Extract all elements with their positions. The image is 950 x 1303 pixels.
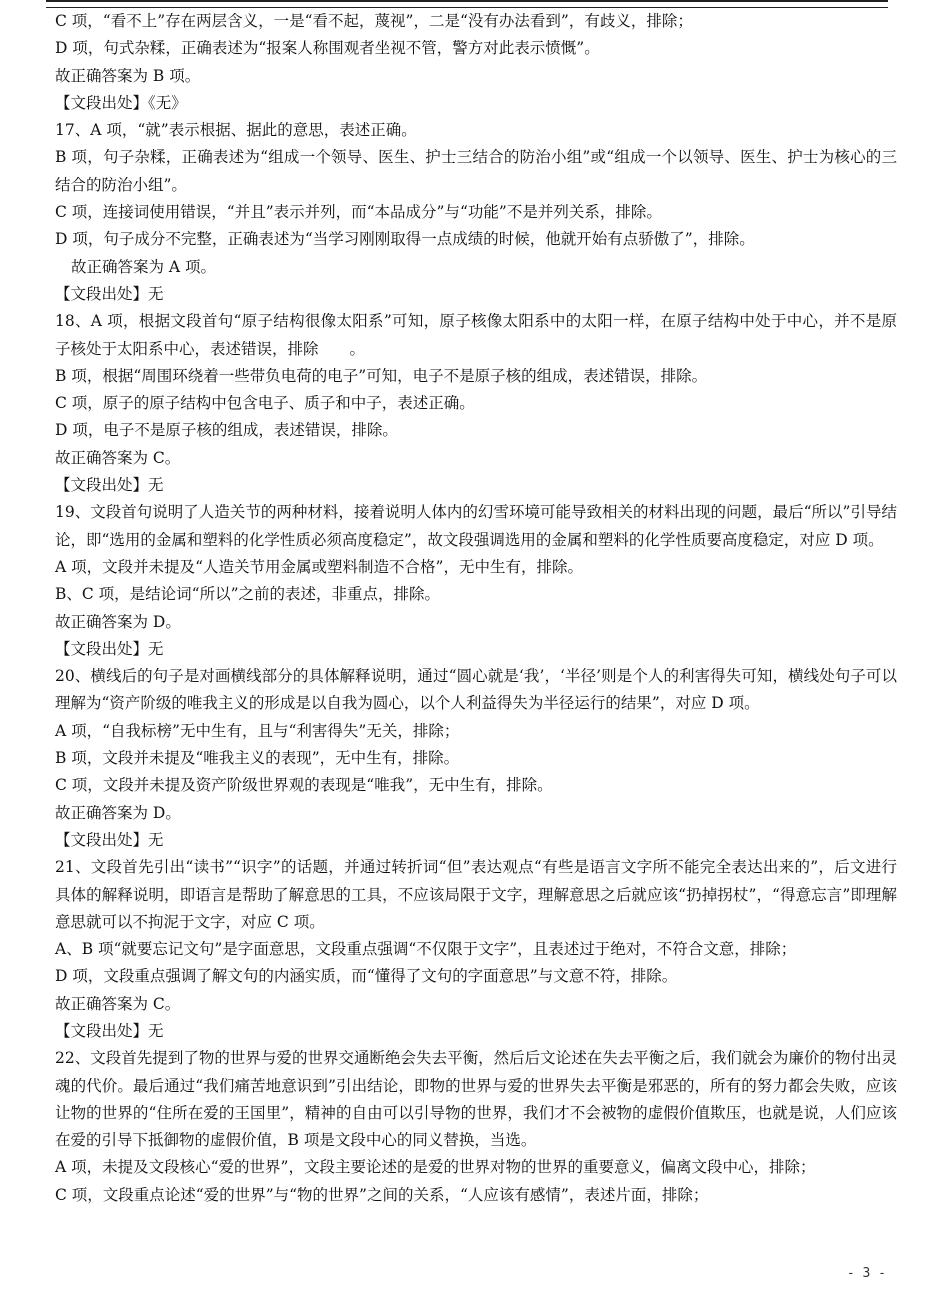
answer-line: 故正确答案为 C。 [55,448,181,467]
text-line: B 项，句子杂糅，正确表述为“组成一个领导、医生、护士三结合的防治小组”或“组成一个以领导、医生、护士为核心的三结合的防治小组”。 [55,148,897,194]
answer-line: 故正确答案为 D。 [55,803,181,822]
text-line: B、C 项，是结论词“所以”之前的表述，非重点，排除。 [55,585,441,604]
text-line: C 项，文段并未提及资产阶级世界观的表现是“唯我”，无中生有，排除。 [55,776,553,795]
text-line: B 项，文段并未提及“唯我主义的表现”，无中生有，排除。 [55,749,460,768]
question-21: 21、文段首先引出“读书”“识字”的话题，并通过转折词“但”表达观点“有些是语言文字所不能完全表达出来的”，后文进行具体的解释说明，即语言是帮助了解意思的工具，不应该局限于文字，理解意思之后就应该“扔掉拐杖”，“得意忘言”即理解意思就可以不拘泥于文字，对应 C 项。 [55,858,897,931]
text-line: 故正确答案为 B 项。 [55,66,201,85]
text-line: A 项，文段并未提及“人造关节用金属或塑料制造不合格”，无中生有，排除。 [55,557,583,576]
source-note: 【文段出处】《无》 [55,93,187,112]
text-line: D 项，文段重点强调了解文句的内涵实质，而“懂得了文句的字面意思”与文意不符，排除。 [55,967,678,986]
source-note: 【文段出处】无 [55,1021,164,1040]
question-20: 20、横线后的句子是对画横线部分的具体解释说明，通过“圆心就是‘我’，‘半径’则是个人的利害得失可知，横线处句子可以理解为“资产阶级的唯我主义的形成是以自我为圆心，以个人利益得失为半径运行的结果”，对应 D 项。 [55,667,897,713]
answer-line: 故正确答案为 C。 [55,994,181,1013]
text-line: D 项，句式杂糅，正确表述为“报案人称围观者坐视不管，警方对此表示愤慨”。 [55,39,600,58]
text-line: D 项，电子不是原子核的组成，表述错误，排除。 [55,421,398,440]
source-note: 【文段出处】无 [55,476,164,495]
question-18: 18、A 项，根据文段首句“原子结构很像太阳系”可知，原子核像太阳系中的太阳一样，在原子结构中处于中心，并不是原子核处于太阳系中心，表述错误，排除 。 [55,312,897,358]
question-19: 19、文段首句说明了人造关节的两种材料，接着说明人体内的幻雪环境可能导致相关的材料出现的问题，最后“所以”引导结论，即“选用的金属和塑料的化学性质必须高度稳定”，故文段强调选用的金属和塑料的化学性质要高度稳定，对应 D 项。 [55,503,897,549]
question-17: 17、A 项，“就”表示根据、据此的意思，表述正确。 [55,121,417,140]
document-body [55,8,897,1209]
text-line: A 项，“自我标榜”无中生有，且与“利害得失”无关，排除； [55,721,460,740]
source-note: 【文段出处】无 [55,830,164,849]
text-line: A、B 项“就要忘记文句”是字面意思，文段重点强调“不仅限于文字”，且表述过于绝对，不符合文意，排除； [55,940,797,959]
text-line: C 项，连接词使用错误，“并且”表示并列，而“本品成分”与“功能”不是并列关系，排除。 [55,203,662,222]
source-note: 【文段出处】无 [55,639,164,658]
page-number: - 3 - [846,1266,886,1281]
text-line: A 项，未提及文段核心“爱的世界”，文段主要论述的是爱的世界对物的世界的重要意义，偏离文段中心，排除； [55,1158,816,1177]
text-line: C 项，“看不上”存在两层含义，一是“看不起，蔑视”，二是“没有办法看到”，有歧义，排除； [55,12,693,30]
question-22: 22、文段首先提到了物的世界与爱的世界交通断绝会失去平衡，然后后文论述在失去平衡之后，我们就会为廉价的物付出灵魂的代价。最后通过“我们痛苦地意识到”引出结论，即物的世界与爱的世界失去平衡是邪恶的，所有的努力都会失败，应该让物的世界的“住所在爱的王国里”，精神的自由可以引导物的世界，我们才不会被物的虚假价值欺压，也就是说，人们应该在爱的引导下抵御物的虚假价值，B 项是文段中心的同义替换，当选。 [55,1049,897,1150]
answer-line: 故正确答案为 D。 [55,612,181,631]
text-line: C 项，文段重点论述“爱的世界”与“物的世界”之间的关系，“人应该有感情”，表述片面，排除； [55,1185,709,1204]
text-line: B 项，根据“周围环绕着一些带负电荷的电子”可知，电子不是原子核的组成，表述错误，排除。 [55,366,708,385]
source-note: 【文段出处】无 [55,284,164,303]
text-line: C 项，原子的原子结构中包含电子、质子和中子，表述正确。 [55,394,475,413]
answer-line: 故正确答案为 A 项。 [71,257,217,276]
text-line: D 项，句子成分不完整，正确表述为“当学习刚刚取得一点成绩的时候，他就开始有点骄傲了”，排除。 [55,230,755,249]
header-rule [46,0,888,8]
